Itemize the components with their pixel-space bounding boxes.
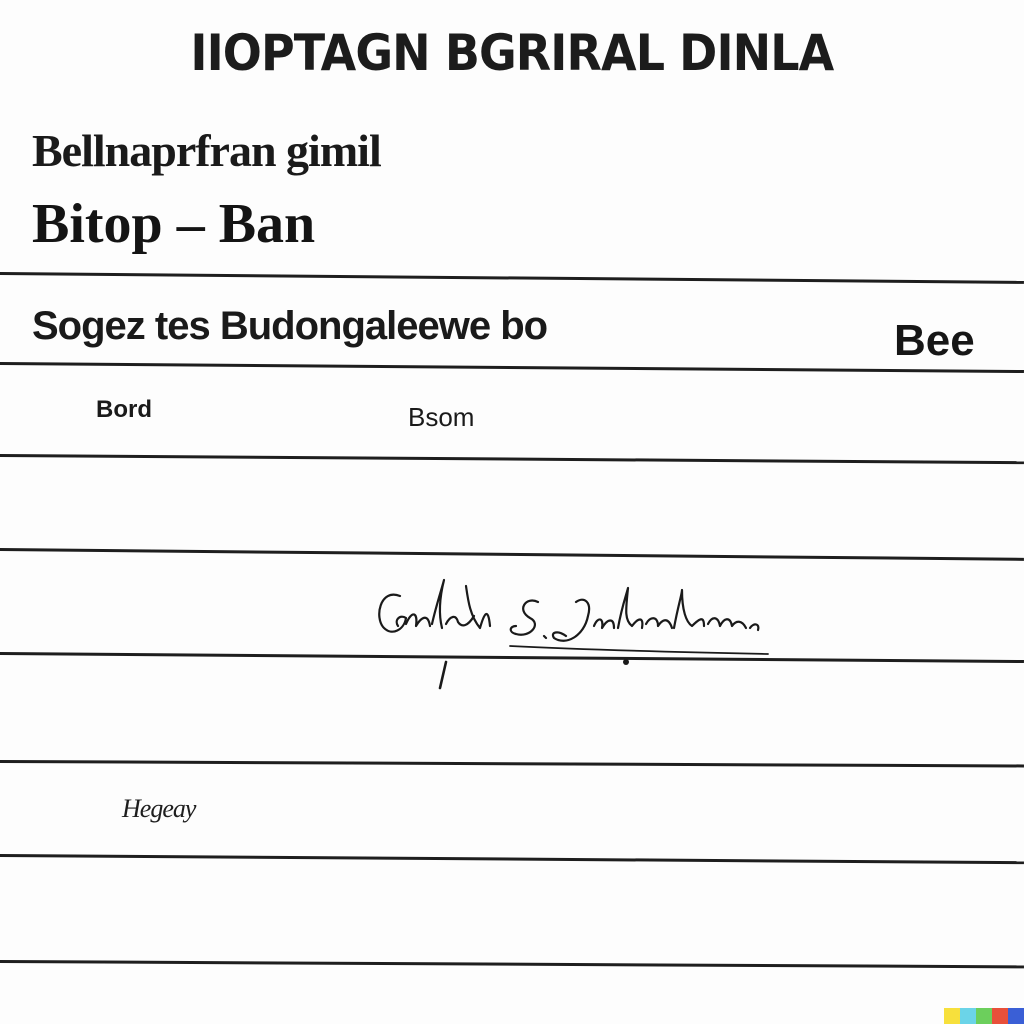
watermark-swatch bbox=[976, 1008, 992, 1024]
divider-line bbox=[0, 362, 1024, 373]
watermark-swatch bbox=[944, 1008, 960, 1024]
document-subtitle: Bellnaprfran gimil bbox=[32, 125, 381, 176]
watermark-swatch bbox=[992, 1008, 1008, 1024]
handwritten-note: Hegeay bbox=[122, 794, 196, 823]
divider-line bbox=[0, 760, 1024, 767]
field-label-left: Bord bbox=[96, 396, 152, 423]
handwritten-signature bbox=[370, 566, 790, 696]
watermark-swatch bbox=[960, 1008, 976, 1024]
watermark-swatch bbox=[1008, 1008, 1024, 1024]
divider-line bbox=[0, 548, 1024, 561]
divider-line bbox=[0, 272, 1024, 284]
color-bar-watermark bbox=[944, 1008, 1024, 1024]
document-subheading: Bitop – Ban bbox=[32, 193, 316, 255]
divider-line bbox=[0, 960, 1024, 968]
divider-line bbox=[0, 854, 1024, 864]
table-header-label: Sogez tes Budongaleewe bo bbox=[32, 304, 548, 348]
document-title: IIOPTAGN BGRIRAL DINLA bbox=[190, 24, 834, 82]
divider-line bbox=[0, 454, 1024, 464]
field-label-right: Bsom bbox=[408, 402, 475, 432]
table-header-value: Bee bbox=[894, 316, 975, 365]
